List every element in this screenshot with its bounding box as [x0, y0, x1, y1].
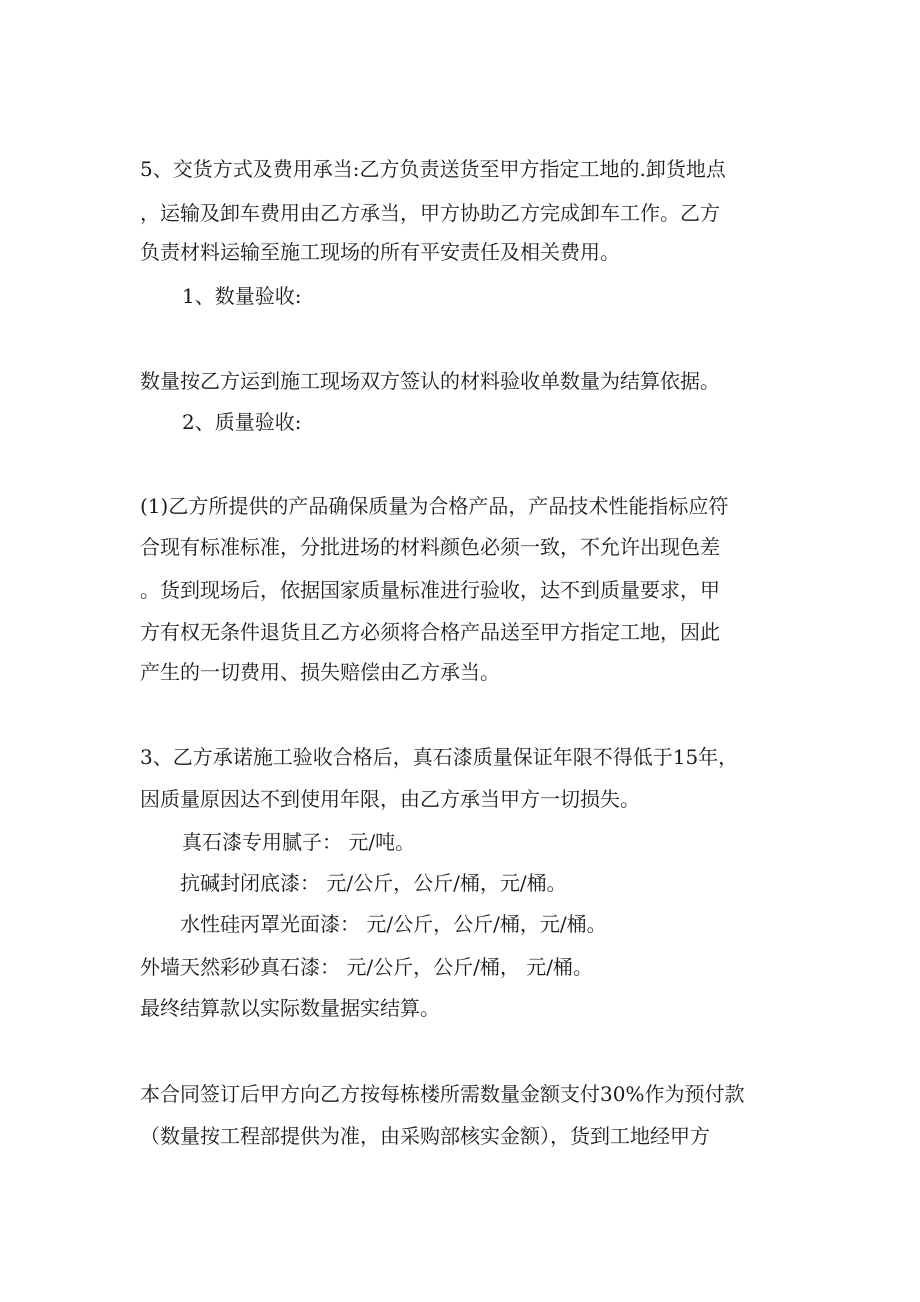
text-line: 数量按乙方运到施工现场双方签认的材料验收单数量为结算依据。	[140, 369, 720, 393]
price-line-primer: 抗碱封闭底漆： 元/公斤，公斤/桶，元/桶。	[180, 871, 567, 895]
text-line: 合现有标准标准，分批进场的材料颜色必须一致，不允许出现色差	[140, 535, 720, 559]
price-line-stone-paint: 外墙天然彩砂真石漆： 元/公斤，公斤/桶， 元/桶。	[140, 955, 593, 979]
text-line: 因质量原因达不到使用年限，由乙方承当甲方一切损失。	[140, 787, 640, 811]
price-line-putty: 真石漆专用腻子： 元/吨。	[182, 830, 416, 854]
text-line: （数量按工程部提供为准，由采购部核实金额），货到工地经甲方	[140, 1124, 710, 1148]
text-line: 本合同签订后甲方向乙方按每栋楼所需数量金额支付30%作为预付款	[140, 1082, 745, 1106]
subheading-quantity-inspection: 1、数量验收:	[182, 284, 302, 308]
text-line: 产生的一切费用、损失赔偿由乙方承当。	[140, 660, 500, 684]
text-line: 5、交货方式及费用承当:乙方负责送货至甲方指定工地的.卸货地点	[140, 157, 726, 181]
text-line: ，运输及卸车费用由乙方承当，甲方协助乙方完成卸车工作。乙方	[140, 201, 720, 225]
price-line-topcoat: 水性硅丙罩光面漆： 元/公斤，公斤/桶，元/桶。	[180, 912, 607, 936]
text-line: (1)乙方所提供的产品确保质量为合格产品，产品技术性能指标应符	[140, 494, 729, 518]
text-line: 最终结算款以实际数量据实结算。	[140, 996, 440, 1020]
text-line: 负责材料运输至施工现场的所有平安责任及相关费用。	[140, 240, 620, 264]
text-line: 方有权无条件退货且乙方必须将合格产品送至甲方指定工地，因此	[140, 620, 720, 644]
text-line: 。货到现场后，依据国家质量标准进行验收，达不到质量要求，甲	[140, 578, 720, 602]
text-line: 3、乙方承诺施工验收合格后，真石漆质量保证年限不得低于15年，	[140, 745, 739, 769]
subheading-quality-inspection: 2、质量验收:	[182, 410, 302, 434]
